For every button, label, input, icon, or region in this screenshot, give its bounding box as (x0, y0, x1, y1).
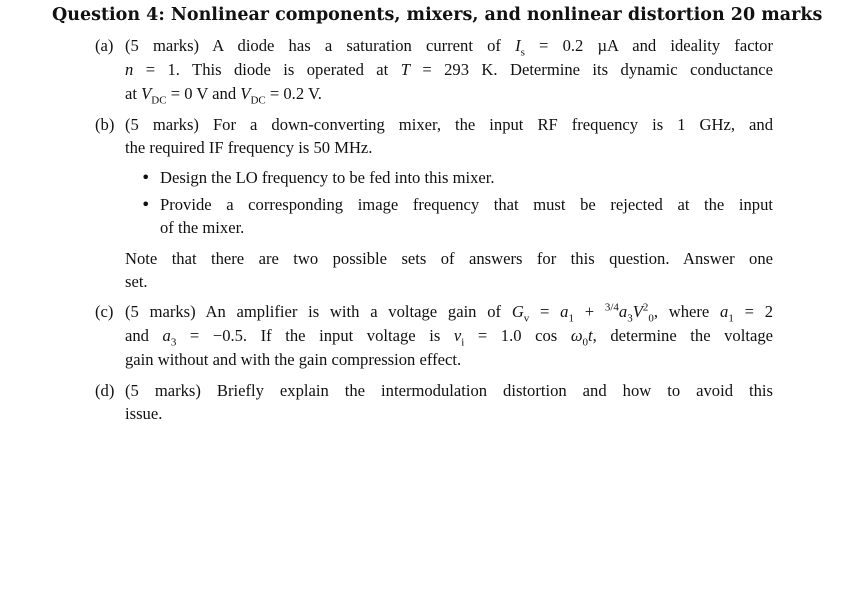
math-symbol: v (453, 326, 462, 345)
math-symbol: V (240, 84, 251, 103)
text-segment: the required IF frequency is 50 MHz. (125, 138, 373, 157)
math-symbol: T (400, 60, 410, 79)
math-symbol: s (520, 46, 525, 59)
text-segment: = 1.0 cos (464, 326, 571, 345)
math-symbol: 3 (627, 312, 633, 325)
text-segment: , determine the voltage (592, 326, 773, 345)
math-symbol: a (162, 326, 171, 345)
math-symbol: DC (250, 94, 266, 107)
text-line (125, 301, 774, 325)
math-symbol: a (560, 302, 569, 321)
math-symbol: i (461, 336, 465, 349)
part-label-d: (d) (95, 381, 115, 400)
text-segment: = 0 V and (166, 84, 241, 103)
part-label-c: (c) (95, 302, 114, 321)
text-line (125, 138, 372, 158)
math-symbol: 3 (170, 336, 177, 349)
text-segment: (5 marks) An amplifier is with a voltage gain of (125, 302, 512, 321)
part-label-a: (a) (95, 36, 114, 55)
text-segment: gain without and with the gain compression effect. (125, 350, 462, 369)
text-line (125, 36, 773, 59)
math-symbol: t (588, 326, 593, 345)
math-symbol: V (632, 302, 643, 321)
text-segment: = 0.2 µA and ideality factor (524, 36, 773, 55)
text-line (160, 218, 244, 238)
text-line (125, 60, 773, 80)
text-segment: Note that there are two possible sets of answers for this question. Answer one (125, 249, 773, 268)
text-segment: = −0.5. If the input voltage is (176, 326, 454, 345)
math-symbol: I (515, 36, 521, 55)
text-line (125, 404, 162, 424)
question-title: Question 4: Nonlinear components, mixers, and nonlinear distortion 20 marks (52, 5, 823, 25)
text-segment: , where (653, 302, 721, 321)
text-segment: of the mixer. (160, 218, 245, 237)
text-line (125, 249, 773, 269)
text-line (125, 381, 773, 401)
text-segment: (5 marks) For a down-converting mixer, the input RF frequency is 1 GHz, and (125, 115, 773, 134)
text-line (125, 350, 461, 370)
math-symbol: 2 (642, 301, 649, 314)
text-segment: at (125, 84, 142, 103)
math-symbol: V (141, 84, 152, 103)
text-segment: = 2 (733, 302, 774, 321)
text-line (125, 84, 322, 107)
math-symbol: a (720, 302, 729, 321)
math-symbol: v (523, 312, 530, 325)
part-label-b: (b) (95, 115, 115, 134)
math-symbol: n (125, 60, 134, 79)
text-segment: + (573, 302, 605, 321)
text-segment: = 1. This diode is operated at (133, 60, 401, 79)
bullet-icon: • (141, 168, 151, 187)
text-segment: = 0.2 V. (265, 84, 322, 103)
text-segment: set. (125, 272, 148, 291)
text-segment: and (125, 326, 163, 345)
math-symbol: ω (570, 326, 583, 345)
text-segment: (5 marks) A diode has a saturation current of (125, 36, 516, 55)
math-symbol: 0 (648, 312, 654, 325)
text-segment: Design the LO frequency to be fed into this mixer. (160, 168, 495, 187)
text-line (125, 272, 148, 292)
math-symbol: G (511, 302, 524, 321)
text-segment: issue. (125, 404, 163, 423)
text-segment: = 293 K. Determine its dynamic conductance (409, 60, 773, 79)
text-segment: Provide a corresponding image frequency that must be rejected at the input (160, 195, 773, 214)
math-symbol: 3/4 (604, 301, 619, 314)
bullet-icon: • (141, 195, 151, 214)
text-line (125, 326, 773, 349)
math-symbol: 1 (568, 312, 574, 325)
math-symbol: 1 (728, 312, 734, 325)
text-line (160, 195, 773, 215)
math-symbol: 0 (582, 336, 589, 349)
text-line (125, 115, 773, 135)
text-line (160, 168, 495, 188)
math-symbol: DC (151, 94, 167, 107)
text-segment: = (529, 302, 561, 321)
text-segment: (5 marks) Briefly explain the intermodulation distortion and how to avoid this (125, 381, 773, 400)
math-symbol: a (618, 302, 628, 321)
